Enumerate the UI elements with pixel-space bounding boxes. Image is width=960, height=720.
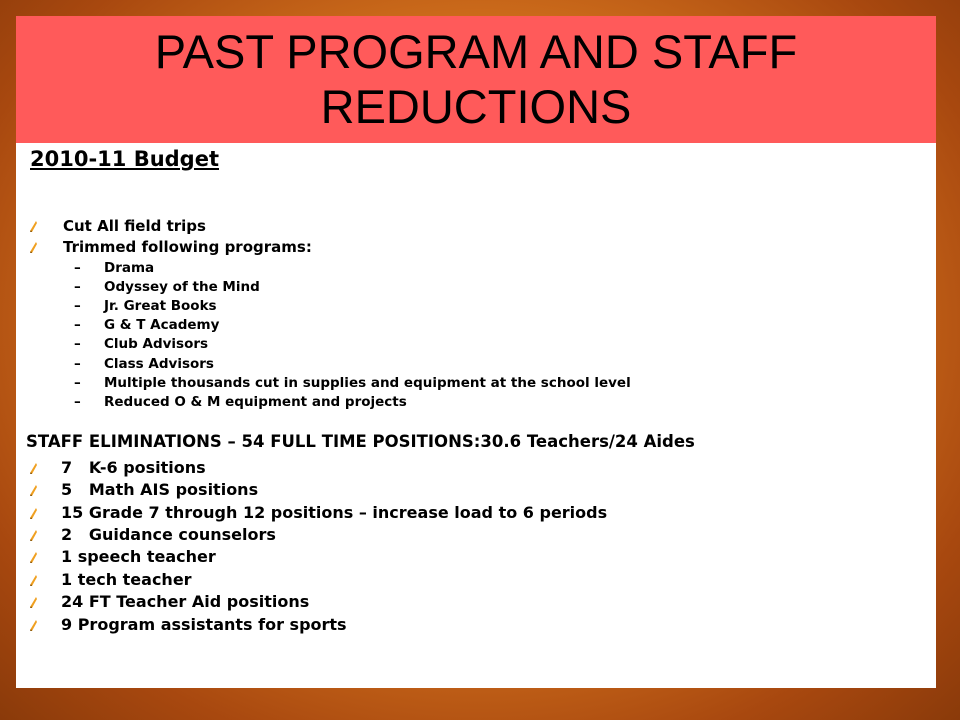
brush-bullet-icon	[30, 597, 37, 608]
program-item-label: Multiple thousands cut in supplies and equipment at the school level	[104, 375, 631, 391]
staff-item-label: 24 FT Teacher Aid positions	[61, 592, 310, 611]
dash-icon: –	[74, 317, 81, 333]
staff-item-label: 2 Guidance counselors	[61, 525, 276, 544]
program-item-label: Class Advisors	[104, 356, 214, 372]
brush-bullet-icon	[30, 552, 37, 563]
program-item-label: Drama	[104, 260, 155, 276]
dash-icon: –	[74, 279, 81, 295]
dash-icon: –	[74, 336, 81, 352]
slide-title-line2: REDUCTIONS	[320, 80, 632, 133]
brush-bullet-icon	[30, 620, 37, 631]
brush-bullet-icon	[30, 221, 37, 232]
brush-bullet-icon	[30, 485, 37, 496]
program-item-label: Club Advisors	[104, 336, 209, 352]
slide-title-line1: PAST PROGRAM AND STAFF	[154, 25, 798, 78]
dash-icon: –	[74, 356, 81, 372]
dash-icon: –	[74, 394, 81, 410]
program-item-label: G & T Academy	[104, 317, 220, 333]
program-item-label: Reduced O & M equipment and projects	[104, 394, 407, 410]
budget-heading: 2010-11 Budget	[30, 147, 219, 171]
staff-item-label: 9 Program assistants for sports	[61, 615, 347, 634]
dash-icon: –	[74, 375, 81, 391]
program-item-label: Jr. Great Books	[104, 298, 217, 314]
budget-item-label: Trimmed following programs:	[63, 238, 312, 256]
staff-heading: STAFF ELIMINATIONS – 54 FULL TIME POSITIONS:30.6 Teachers/24 Aides	[26, 432, 695, 451]
slide-panel	[16, 16, 936, 688]
brush-bullet-icon	[30, 242, 37, 253]
staff-item-label: 1 tech teacher	[61, 570, 192, 589]
dash-icon: –	[74, 260, 81, 276]
brush-bullet-icon	[30, 575, 37, 586]
brush-bullet-icon	[30, 508, 37, 519]
staff-item-label: 1 speech teacher	[61, 547, 216, 566]
budget-item-label: Cut All field trips	[63, 217, 206, 235]
brush-bullet-icon	[30, 530, 37, 541]
staff-item-label: 5 Math AIS positions	[61, 480, 259, 499]
staff-item-label: 15 Grade 7 through 12 positions – increase load to 6 periods	[61, 503, 608, 522]
title-band	[16, 16, 936, 143]
program-item-label: Odyssey of the Mind	[104, 279, 260, 295]
dash-icon: –	[74, 298, 81, 314]
brush-bullet-icon	[30, 463, 37, 474]
slide-title	[16, 24, 936, 134]
staff-item-label: 7 K-6 positions	[61, 458, 206, 477]
